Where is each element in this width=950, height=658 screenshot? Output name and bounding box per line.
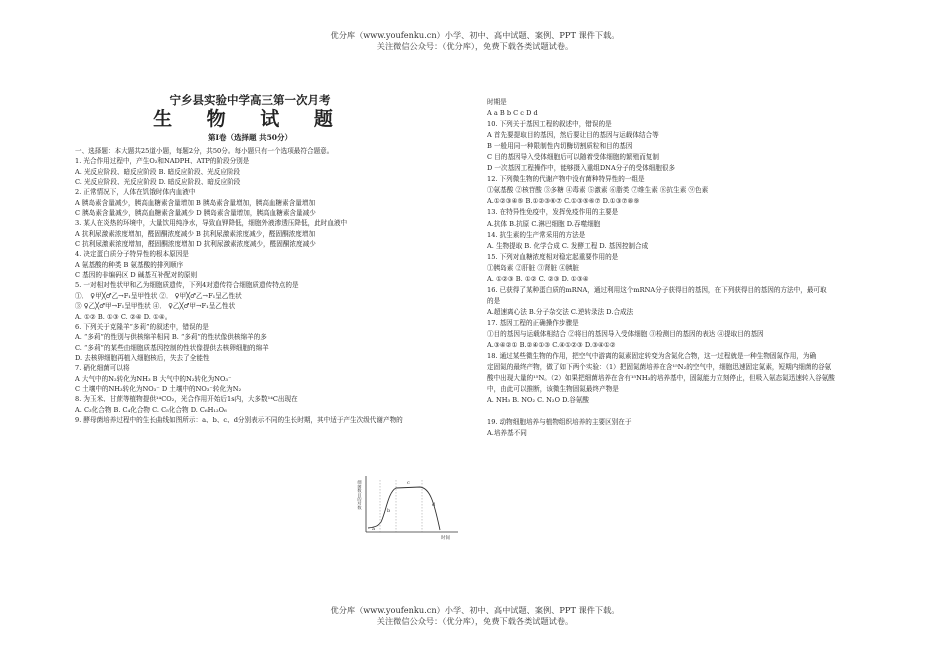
text-line: 17. 基因工程的正确操作步骤是 xyxy=(487,318,579,327)
text-line: 的是 xyxy=(487,296,501,305)
phase-label-a: a xyxy=(372,526,375,532)
text-line: A a B b C c D d xyxy=(487,109,538,118)
text-line: A. 生物提取 B. 化学合成 C. 发酵工程 D. 基因控制合成 xyxy=(487,241,649,250)
phase-label-d: d xyxy=(432,502,436,508)
text-line: 5. 一对相对性状甲和乙为细胞质遗传，下列4对遗传符合细胞质遗传特点的是 xyxy=(75,281,299,290)
footer-line-2: 关注微信公众号：（优分库），免费下载各类试题试卷。 xyxy=(376,616,574,626)
y-axis-label: 细菌数目的对数 xyxy=(357,480,363,510)
text-line: A.抗体 B.抗原 C.淋巴细胞 D.吞噬细胞 xyxy=(487,219,601,228)
text-line: 9. 酵母菌培养过程中的生长曲线如图所示：a、b、c、d分别表示不同的生长时期，其中适于产生次级代谢产物的 xyxy=(75,415,403,424)
text-line: C 抗利尿激素浓度增加，醛固酮浓度增加 D 抗利尿激素浓度减少，醛固酮浓度减少 xyxy=(75,240,316,249)
phase-label-c: c xyxy=(407,480,410,486)
subject-title: 生 物 试 题 xyxy=(153,108,347,130)
text-line: A. NH₃ B. NO₂ C. N₂O D.谷氨酸 xyxy=(487,396,590,405)
text-line: A.①②③④⑤ B.①②③⑥⑦ C.①③⑤⑥⑦ D.①③⑦⑧⑨ xyxy=(487,197,640,206)
text-line xyxy=(487,406,882,417)
text-line: A 抗利尿激素浓度增加，醛固酮浓度减少 B 抗利尿激素浓度减少，醛固酮浓度增加 xyxy=(75,229,316,238)
text-line: ①氨基酸 ②核苷酸 ③多糖 ④毒素 ⑤激素 ⑥脂类 ⑦维生素 ⑧抗生素 ⑨色素 xyxy=(487,186,709,195)
section-title: 第Ⅰ卷（选择题 共50分） xyxy=(207,133,293,142)
phase-label-b: b xyxy=(387,508,391,514)
text-line: A. 光反应阶段、暗反应阶段 B. 暗反应阶段、光反应阶段 xyxy=(75,167,241,176)
text-line: A. C₃化合物 B. C₄化合物 C. C₅化合物 D. C₆H₁₂O₆ xyxy=(75,405,227,414)
text-line: A.③④②① B.②④①③ C.④①②③ D.③④①② xyxy=(487,341,616,350)
text-line: A 大气中的N₂转化为NH₃ B 大气中的N₂转化为NO₃⁻ xyxy=(75,374,232,383)
right-column xyxy=(487,97,882,439)
text-line: 中，由此可以推断，该微生物固氮最终产物是 xyxy=(487,385,619,394)
text-line: A 胰岛素含量减少，胰高血糖素含量增加 B 胰岛素含量增加，胰高血糖素含量增加 xyxy=(75,198,316,207)
text-line: 15. 下列对血糖浓度相对稳定起重要作用的是 xyxy=(487,252,619,261)
growth-curve-svg xyxy=(350,472,465,542)
text-line: ③ ♀乙╳♂甲→F₁呈甲性状 ④． ♀乙╳♂甲→F₁呈乙性状 xyxy=(75,302,236,311)
text-line: C. 光反应阶段、光反应阶段 D. 暗反应阶段、暗反应阶段 xyxy=(75,178,241,187)
text-line: ①． ♀甲╳♂乙→F₁呈甲性状 ②． ♀甲╳♂乙→F₁呈乙性状 xyxy=(75,291,242,300)
text-line: C 目的基因导入受体细胞后可以随着受体细胞的繁殖而复制 xyxy=(487,153,659,162)
header-line-2: 关注微信公众号：（优分库），免费下载各类试题试卷。 xyxy=(376,41,574,51)
text-line: D 一次基因工程操作中，能够摄入重组DNA分子的受体细胞很多 xyxy=(487,164,676,173)
text-line: 7. 硝化细菌可以将 xyxy=(75,364,130,373)
page-footer xyxy=(0,605,950,627)
text-line: A.超速离心法 B.分子杂交法 C.逆转录法 D.合成法 xyxy=(487,307,634,316)
text-line: A. ①②③ B. ①② C. ②③ D. ①③④ xyxy=(487,274,589,283)
text-line: A 首先要提取目的基因，然后要让目的基因与运载体结合等 xyxy=(487,131,659,140)
text-line: C 土壤中的NH₃转化为NO₃⁻ D 土壤中的NO₃⁻转化为N₂ xyxy=(75,384,242,393)
text-line: 12. 下列微生物的代谢产物中没有菌种特异性的一组是 xyxy=(487,175,645,184)
header-line-1: 优分库（www.youfenku.cn）小学、初中、高中试题、案例、PPT 课件下载。 xyxy=(330,30,620,40)
text-line: 4. 决定蛋白质分子特异性的根本原因是 xyxy=(75,250,189,259)
text-line: 酸中出现大量的¹⁵N。（2）如果把细菌培养在含有¹⁵NH₃的培养基中，固氮能力立刻停止，但吸入氨态氮迅速转入谷氨酸 xyxy=(487,374,835,383)
growth-curve-figure xyxy=(350,472,465,542)
text-line: 定固氮的最终产物，做了如下两个实验：（1）把固氮菌培养在含¹⁵N₂的空气中，细胞迅速固定氮素，短期内细菌的谷氨 xyxy=(487,363,832,372)
text-line: 18. 通过某些微生物的作用，把空气中游离的氮素固定转变为含氮化合物，这一过程就是一种生物固氮作用，为确 xyxy=(487,352,817,361)
footer-line-1: 优分库（www.youfenku.cn）小学、初中、高中试题、案例、PPT 课件下载。 xyxy=(330,605,620,615)
right-question-list xyxy=(487,97,882,439)
school-title: 宁乡县实验中学高三第一次月考 xyxy=(169,93,331,107)
text-line: 6. 下列关于克隆羊“多莉”的叙述中，错误的是 xyxy=(75,322,209,331)
text-line: C 基因的非编码区 D 碱基互补配对的原则 xyxy=(75,271,198,280)
text-line: ①胰岛素 ②肝脏 ③肾脏 ④胰脏 xyxy=(487,263,580,272)
text-line: ①目的基因与运载体相结合 ②将目的基因导入受体细胞 ③检测目的基因的表达 ④提取目的基因 xyxy=(487,329,764,338)
text-line: A. “多莉”的性别与供核绵羊相同 B. “多莉”的性状像供核绵羊的多 xyxy=(75,333,267,342)
text-line: 14. 抗生素的生产常采用的方法是 xyxy=(487,230,586,239)
page-header xyxy=(0,30,950,52)
text-line: 3. 某人在炎热的环境中，大量饮用纯净水，导致血钾降低，细胞外液渗透压降低，此时血液中 xyxy=(75,219,348,228)
left-question-list xyxy=(75,146,465,425)
text-line: A 氨基酸的种类 B 氨基酸的排列顺序 xyxy=(75,260,184,269)
text-line: B 一般用同一种限制性内切酶切割质粒和目的基因 xyxy=(487,142,633,151)
text-line: 16. 已获得了某种蛋白质的mRNA，通过利用这个mRNA分子获得目的基因，在下列获得目的基因的方法中，最可取 xyxy=(487,285,827,294)
text-line: 19. 动物细胞培养与植物组织培养的主要区别在于 xyxy=(487,418,632,427)
text-line: A.培养基不同 xyxy=(487,429,527,438)
text-line: C 胰岛素含量减少，胰高血糖素含量减少 D 胰岛素含量增加，胰高血糖素含量减少 xyxy=(75,209,316,218)
text-line: C. “多莉”的某些由细胞质基因控制的性状像提供去核卵细胞的绵羊 xyxy=(75,343,269,352)
text-line: 8. 为玉米、甘蔗等植物提供¹⁴CO₂，光合作用开始后1s内，大多数¹⁴C出现在 xyxy=(75,395,298,404)
x-axis-label: 时间 xyxy=(441,536,450,541)
text-line: 2. 正常情况下，人体在饥饿时体内血液中 xyxy=(75,188,196,197)
text-line: 1. 光合作用过程中，产生O₂和NADPH、ATP的阶段分别是 xyxy=(75,157,250,166)
text-line: 一、选择题：本大题共25道小题，每题2分，共50分。每小题只有一个选项最符合题意。 xyxy=(75,147,334,155)
text-line: 13. 在特异性免疫中，发挥免疫作用的主要是 xyxy=(487,208,619,217)
left-column xyxy=(75,93,465,425)
text-line: A. ①② B. ①③ C. ②④ D. ①④。 xyxy=(75,312,172,321)
text-line: D. 去核卵细胞再植入细胞核后，失去了全能性 xyxy=(75,353,210,362)
text-line: 时期是 xyxy=(487,98,507,106)
text-line: 10. 下列关于基因工程的叙述中，错误的是 xyxy=(487,120,612,129)
